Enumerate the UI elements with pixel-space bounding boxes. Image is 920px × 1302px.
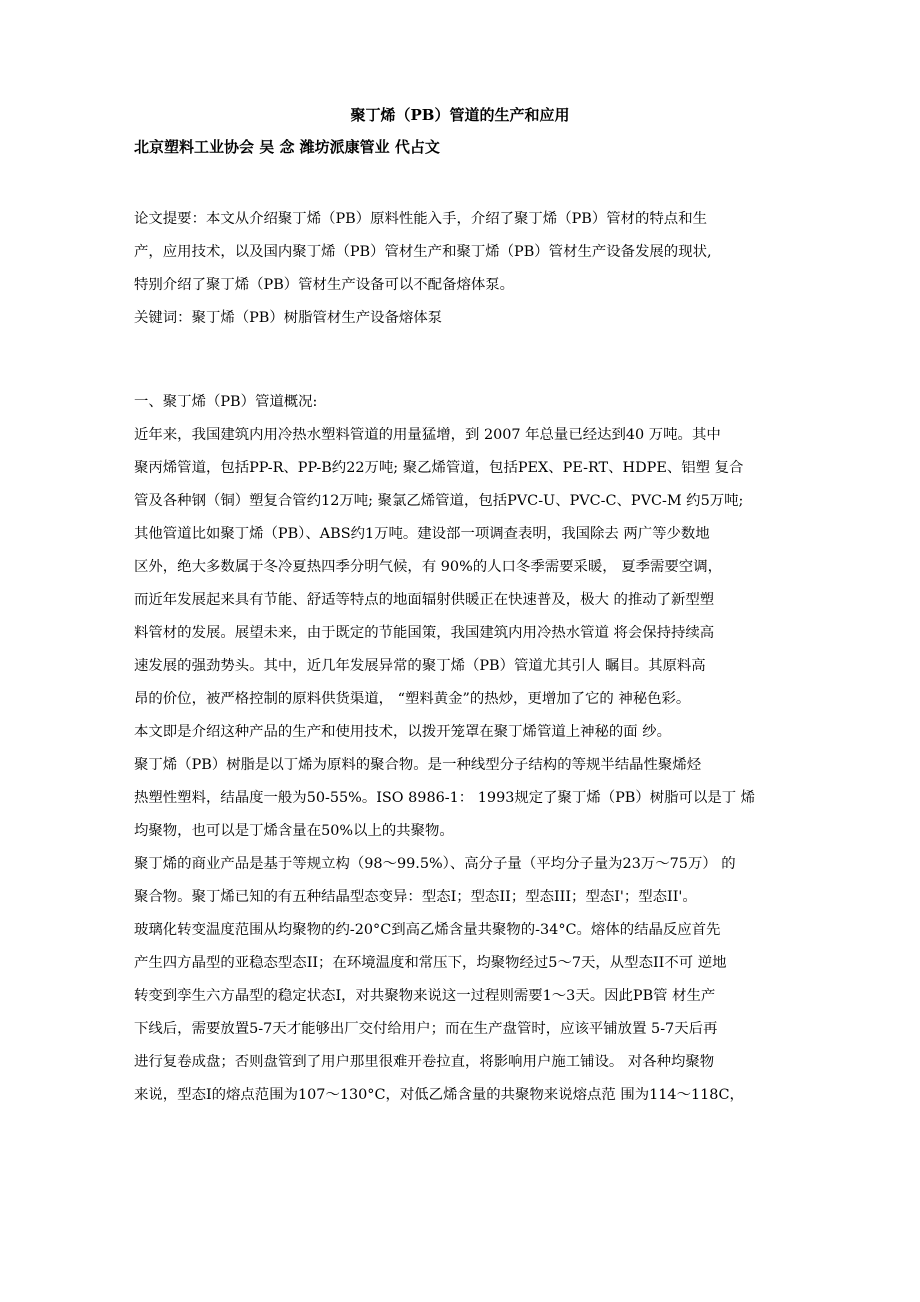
- paragraph-line: 聚丁烯的商业产品是基于等规立构（98～99.5%）、高分子量（平均分子量为23万～75万） 的: [134, 856, 736, 872]
- paragraph-line: 热塑性塑料，结晶度一般为50-55%。ISO 8986-1： 1993规定了聚丁烯（PB）树脂可以是丁 烯: [134, 790, 756, 806]
- paragraph-line: 区外，绝大多数属于冬冷夏热四季分明气候，有 90%的人口冬季需要采暖， 夏季需要空调，: [134, 559, 722, 575]
- paragraph-line: 其他管道比如聚丁烯（PB）、ABS约1万吨。建设部一项调查表明，我国除去 两广等少数地: [134, 526, 710, 542]
- paragraph-line: 玻璃化转变温度范围从均聚物的约-20°C到高乙烯含量共聚物的-34°C。熔体的结晶反应首先: [134, 922, 721, 938]
- paragraph-line: 进行复卷成盘；否则盘管到了用户那里很难开卷拉直，将影响用户施工铺设。 对各种均聚物: [134, 1054, 715, 1070]
- paragraph-line: 料管材的发展。展望未来，由于既定的节能国策，我国建筑内用冷热水管道 将会保持持续高: [134, 625, 715, 641]
- paragraph-line: 聚合物。聚丁烯已知的有五种结晶型态变异：型态I；型态II；型态III；型态I'；型态II'。: [134, 889, 697, 905]
- section-heading: 一、聚丁烯（PB）管道概况:: [134, 394, 318, 410]
- paragraph-line: 转变到孪生六方晶型的稳定状态I，对共聚物来说这一过程则需要1～3天。因此PB管 材生产: [134, 988, 716, 1004]
- paragraph-line: 聚丙烯管道，包括PP-R、PP-B约22万吨; 聚乙烯管道，包括PEX、PE-RT、HDPE、铝塑 复合: [134, 460, 744, 476]
- abstract-line: 产，应用技术，以及国内聚丁烯（PB）管材生产和聚丁烯（PB）管材生产设备发展的现状,: [134, 244, 712, 260]
- section-1: [134, 386, 800, 1112]
- paragraph-line: 来说，型态I的熔点范围为107～130°C，对低乙烯含量的共聚物来说熔点范 围为114～118C，: [134, 1087, 744, 1103]
- paragraph-line: 下线后，需要放置5-7天才能够出厂交付给用户；而在生产盘管时，应该平铺放置 5-7天后再: [134, 1021, 718, 1037]
- paragraph-line: 产生四方晶型的亚稳态型态II；在环境温度和常压下，均聚物经过5～7天，从型态II不可 逆地: [134, 955, 727, 971]
- paragraph-line: 聚丁烯（PB）树脂是以丁烯为原料的聚合物。是一种线型分子结构的等规半结晶性聚烯烃: [134, 757, 702, 773]
- document-authors: 北京塑料工业协会 吴 念 潍坊派康管业 代占文: [134, 138, 440, 156]
- paragraph-line: 本文即是介绍这种产品的生产和使用技术，以拨开笼罩在聚丁烯管道上神秘的面 纱。: [134, 724, 672, 740]
- abstract-block: [134, 203, 800, 335]
- paragraph-line: 近年来，我国建筑内用冷热水塑料管道的用量猛增，到 2007 年总量已经达到40 万吨。其中: [134, 427, 721, 443]
- abstract-line: 论文提要：本文从介绍聚丁烯（PB）原料性能入手，介绍了聚丁烯（PB）管材的特点和生: [134, 211, 707, 227]
- document-title: 聚丁烯（PB）管道的生产和应用: [350, 106, 570, 124]
- paragraph-line: 管及各种钢（铜）塑复合管约12万吨; 聚氯乙烯管道，包括PVC-U、PVC-C、PVC-M 约5万吨;: [134, 493, 744, 509]
- paragraph-line: 均聚物，也可以是丁烯含量在50%以上的共聚物。: [134, 823, 454, 839]
- paragraph-line: 而近年发展起来具有节能、舒适等特点的地面辐射供暖正在快速普及，极大 的推动了新型塑: [134, 592, 715, 608]
- keywords-line: 关键词：聚丁烯（PB）树脂管材生产设备熔体泵: [134, 310, 443, 326]
- paragraph-line: 速发展的强劲势头。其中，近几年发展异常的聚丁烯（PB）管道尤其引人 瞩目。其原料高: [134, 658, 706, 674]
- paragraph-line: 昂的价位，被严格控制的原料供货渠道， “塑料黄金”的热炒，更增加了它的 神秘色彩。: [134, 691, 691, 707]
- abstract-line: 特别介绍了聚丁烯（PB）管材生产设备可以不配备熔体泵。: [134, 277, 515, 293]
